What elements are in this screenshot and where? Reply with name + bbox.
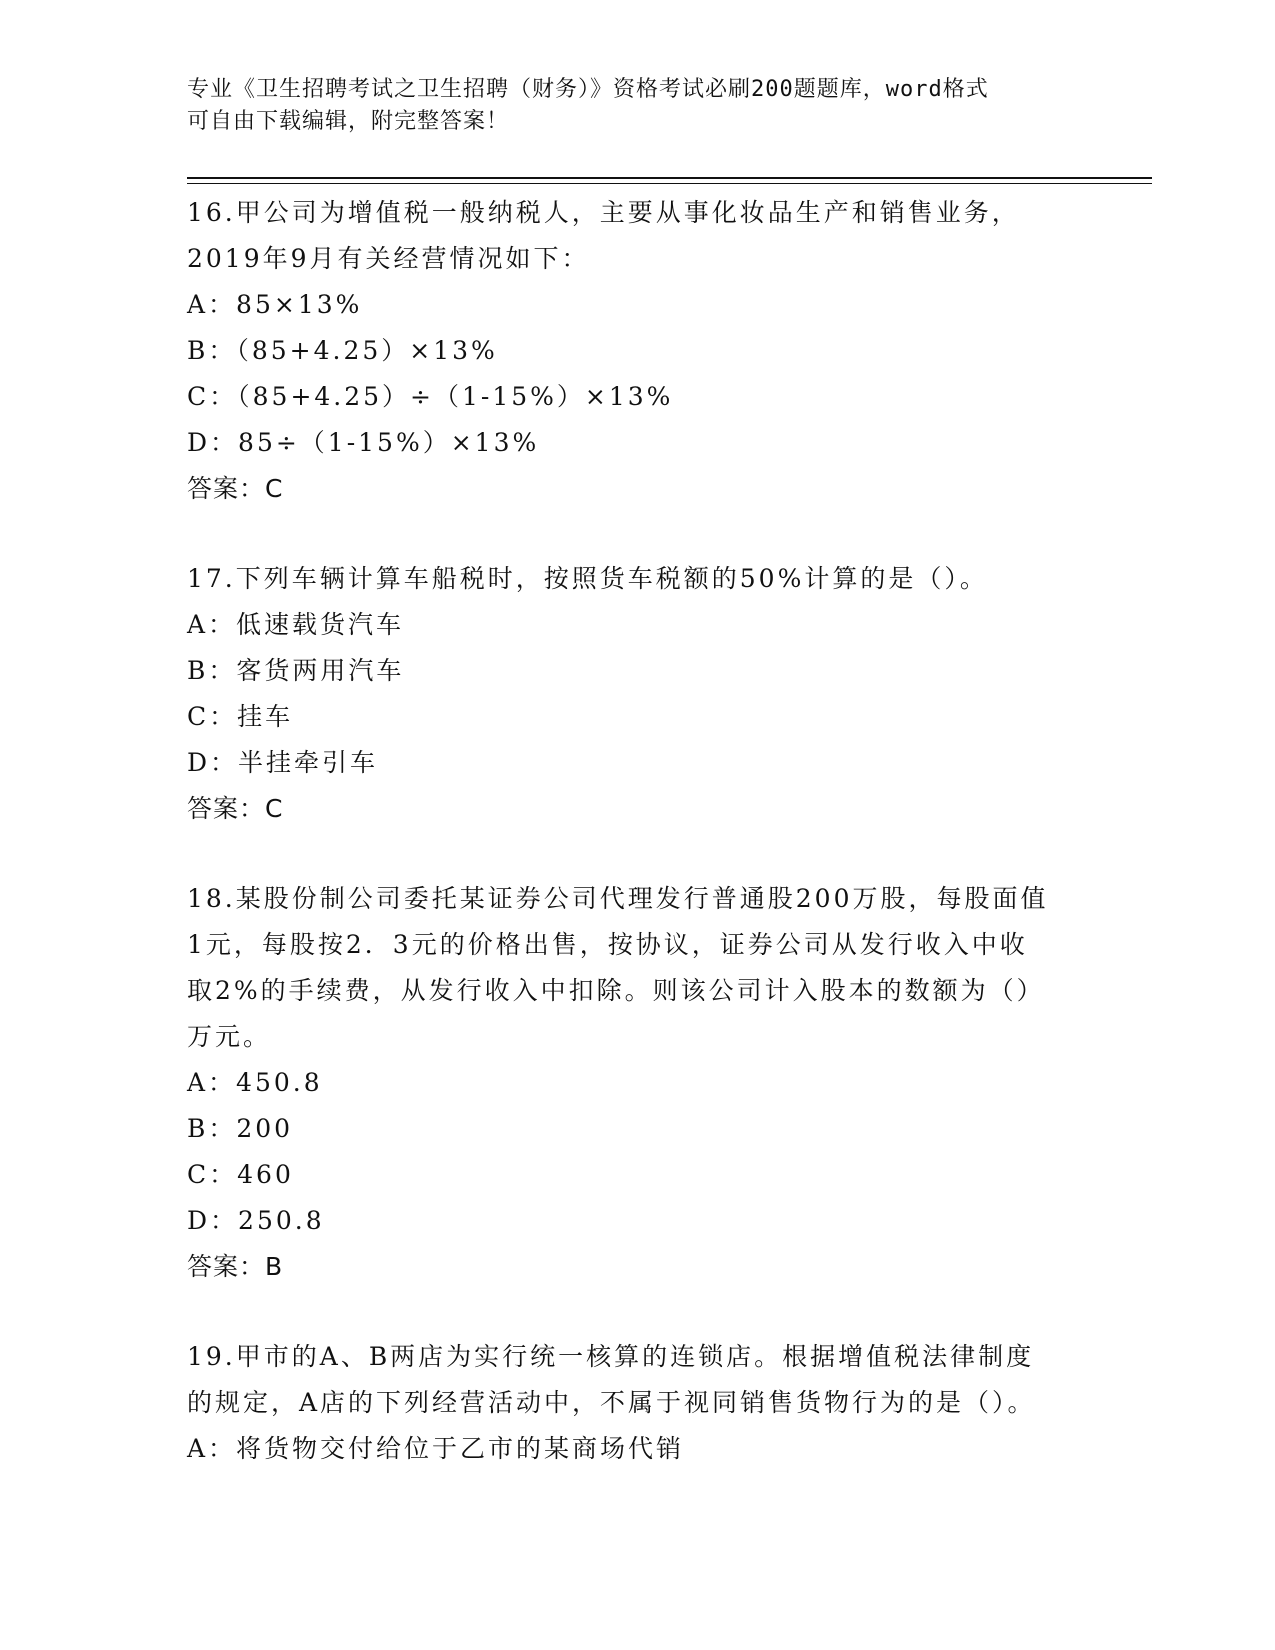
option-c: C：挂车 bbox=[187, 702, 294, 731]
option-d: D：半挂牵引车 bbox=[187, 748, 379, 777]
option-b: B：（85+4.25）×13% bbox=[187, 336, 498, 365]
option-a: A：将货物交付给位于乙市的某商场代销 bbox=[187, 1434, 685, 1463]
question-16 bbox=[187, 190, 1087, 512]
option-c: C：（85+4.25）÷（1-15%）×13% bbox=[187, 382, 674, 411]
question-stem-line: 1元，每股按2．3元的价格出售，按协议，证券公司从发行收入中收 bbox=[187, 930, 1028, 959]
option-a: A：85×13% bbox=[187, 290, 363, 319]
question-list bbox=[187, 190, 1087, 1516]
answer: 答案：C bbox=[187, 474, 284, 503]
question-stem-line: 18.某股份制公司委托某证券公司代理发行普通股200万股，每股面值 bbox=[187, 884, 1049, 913]
option-d: D：85÷（1-15%）×13% bbox=[187, 428, 540, 457]
header-divider-thin bbox=[187, 183, 1152, 184]
document-header bbox=[187, 74, 1087, 138]
header-line-1: 专业《卫生招聘考试之卫生招聘（财务）》资格考试必刷200题题库，word格式 bbox=[187, 77, 989, 102]
answer: 答案：C bbox=[187, 794, 284, 823]
question-stem-line: 16.甲公司为增值税一般纳税人，主要从事化妆品生产和销售业务， bbox=[187, 198, 1020, 227]
question-stem-line: 取2%的手续费，从发行收入中扣除。则该公司计入股本的数额为（） bbox=[187, 976, 1045, 1005]
question-stem-line: 的规定，A店的下列经营活动中，不属于视同销售货物行为的是（）。 bbox=[187, 1388, 1036, 1417]
option-a: A：450.8 bbox=[187, 1068, 323, 1097]
question-19 bbox=[187, 1334, 1087, 1472]
question-stem-line: 2019年9月有关经营情况如下： bbox=[187, 244, 590, 273]
option-d: D：250.8 bbox=[187, 1206, 325, 1235]
question-18 bbox=[187, 876, 1087, 1290]
question-17 bbox=[187, 556, 1087, 832]
option-a: A：低速载货汽车 bbox=[187, 610, 405, 639]
header-line-2: 可自由下载编辑，附完整答案！ bbox=[187, 109, 510, 134]
header-divider-thick bbox=[187, 177, 1152, 179]
option-b: B：200 bbox=[187, 1114, 294, 1143]
question-stem-line: 19.甲市的A、B两店为实行统一核算的连锁店。根据增值税法律制度 bbox=[187, 1342, 1035, 1371]
answer: 答案：B bbox=[187, 1252, 284, 1281]
option-c: C：460 bbox=[187, 1160, 294, 1189]
question-stem-line: 万元。 bbox=[187, 1022, 272, 1051]
question-stem-line: 17.下列车辆计算车船税时，按照货车税额的50%计算的是（）。 bbox=[187, 564, 988, 593]
option-b: B：客货两用汽车 bbox=[187, 656, 405, 685]
